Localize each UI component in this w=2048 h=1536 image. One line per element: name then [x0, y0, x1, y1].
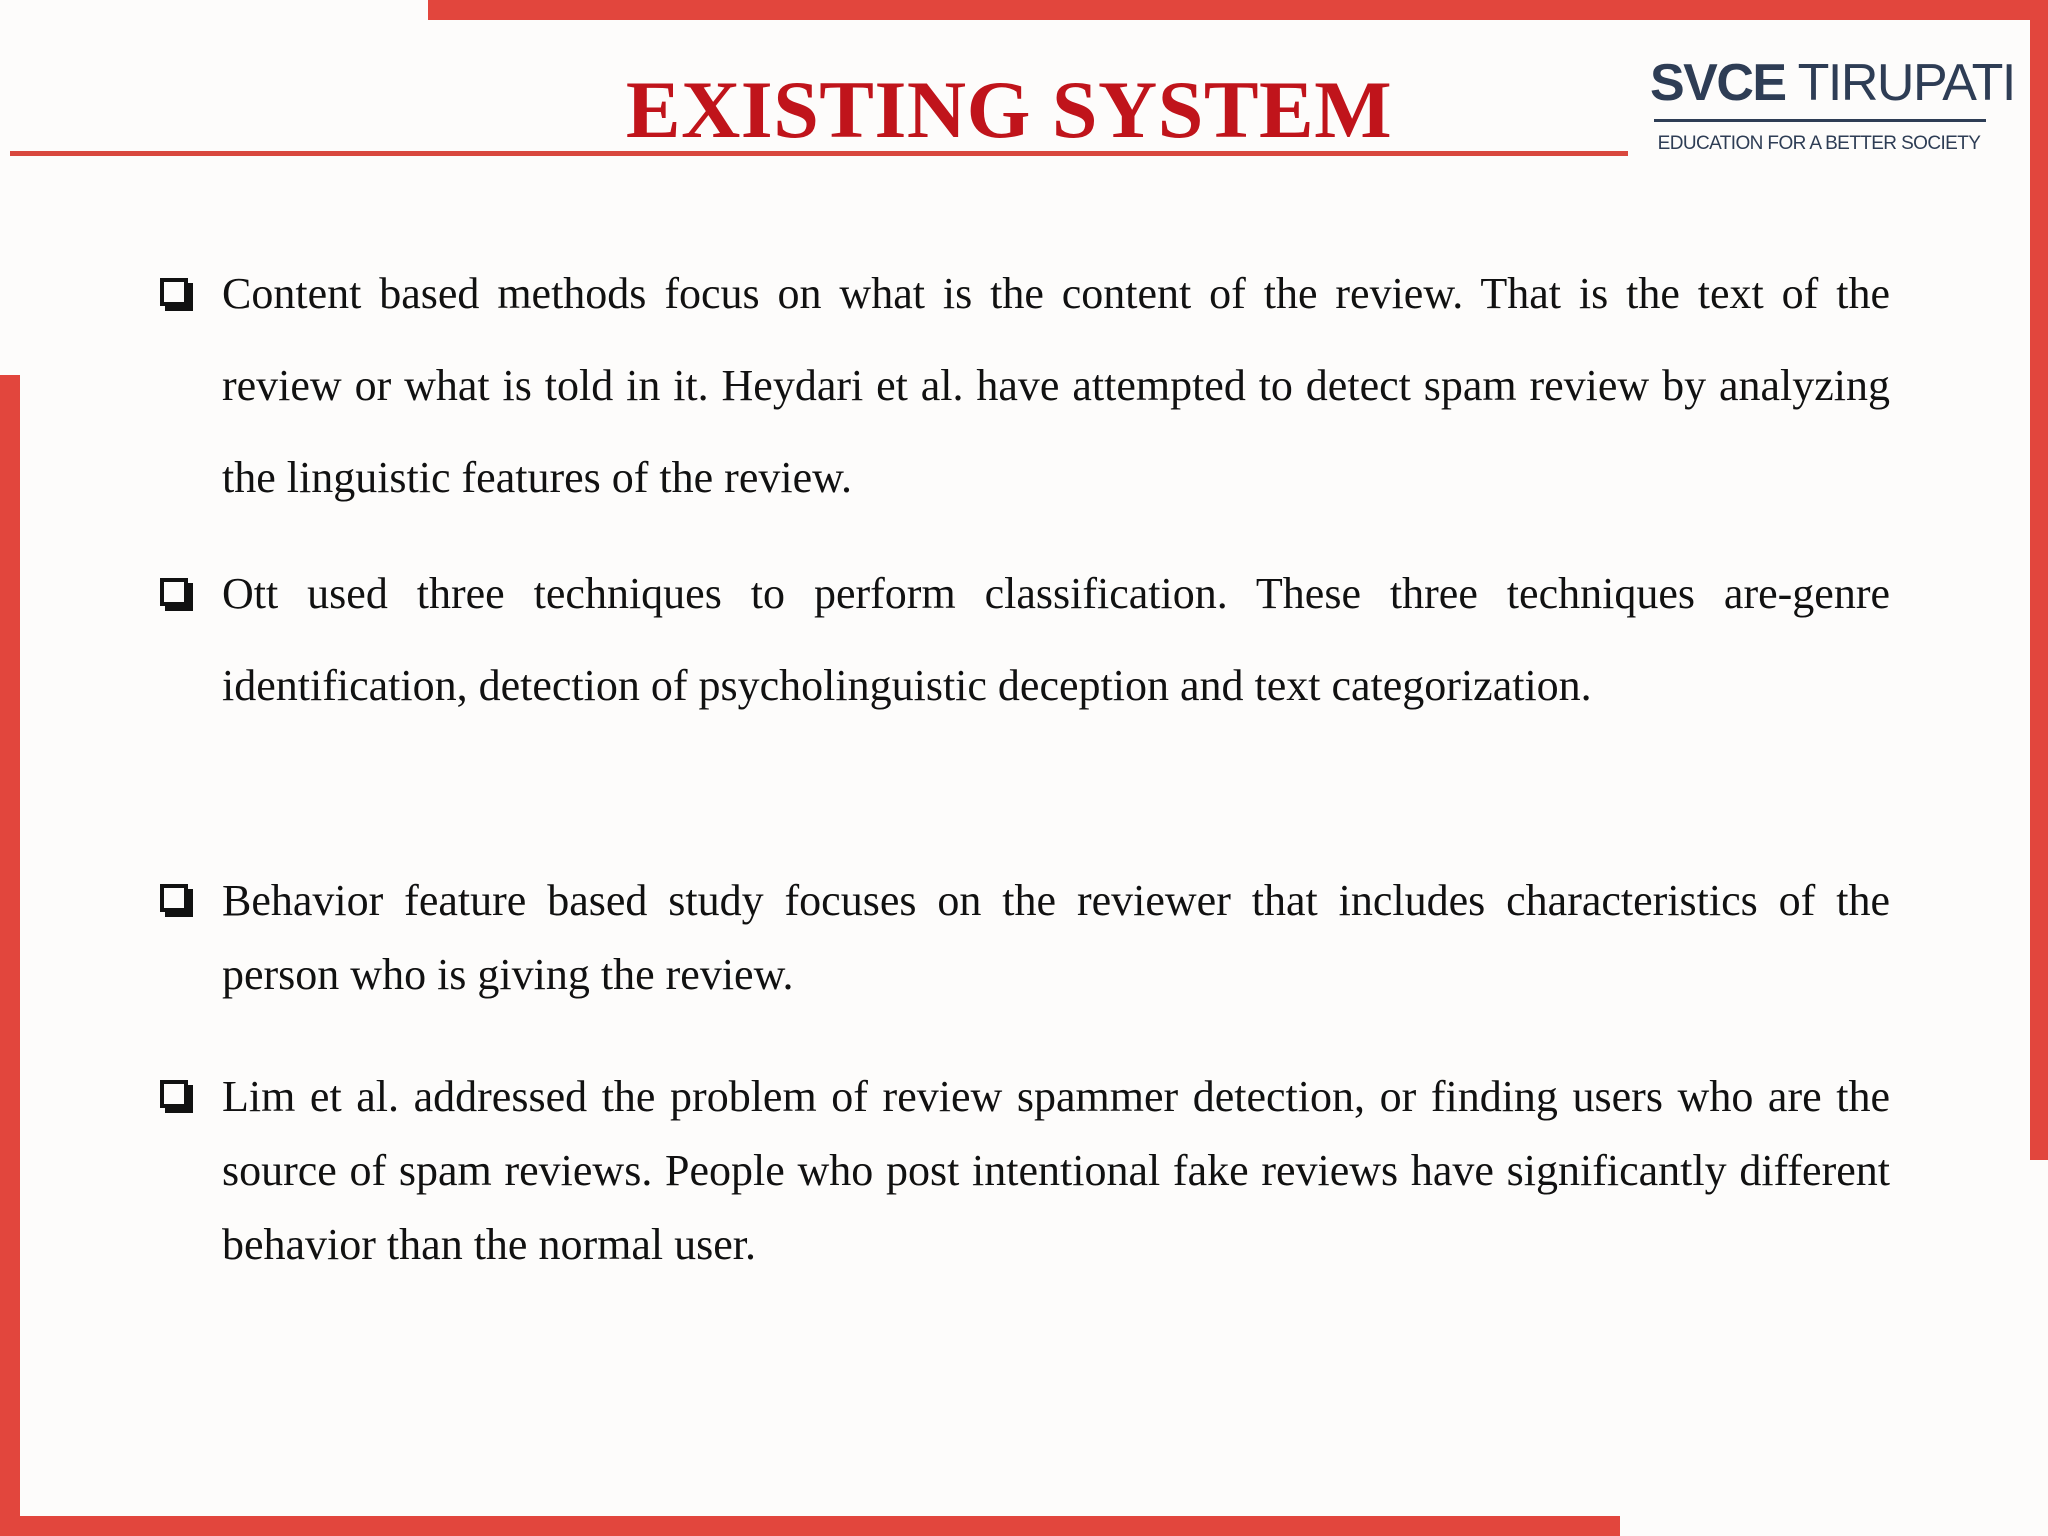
- bullet-item: [160, 248, 1890, 524]
- checkbox-bullet-icon: [160, 1080, 188, 1108]
- right-accent-bar: [2030, 0, 2048, 1160]
- bullet-item: [160, 1060, 1890, 1282]
- bullet-text: Content based methods focus on what is the content of the review. That is the text of the review or what is told in it. Heydari et al. have attempted to detect spam review by analyzing the linguistic features of the review.: [222, 269, 1890, 502]
- top-accent-bar: [428, 0, 2048, 20]
- checkbox-bullet-icon: [160, 578, 188, 606]
- logo-tagline: EDUCATION FOR A BETTER SOCIETY: [1657, 133, 1981, 154]
- bottom-accent-bar: [0, 1516, 1620, 1536]
- checkbox-bullet-icon: [160, 278, 188, 306]
- logo-divider: [1654, 119, 1986, 122]
- bullet-item: [160, 864, 1890, 1012]
- bullet-text: Behavior feature based study focuses on the reviewer that includes characteristics of the person who is giving the review.: [222, 876, 1890, 999]
- svce-tirupati-logo: [1650, 52, 2015, 162]
- left-accent-bar: [0, 375, 20, 1536]
- bullet-text: Lim et al. addressed the problem of review spammer detection, or finding users who are the source of spam reviews. People who post intentional fake reviews have significantly different behavior than the normal user.: [222, 1072, 1890, 1269]
- slide-title: EXISTING SYSTEM: [625, 64, 1393, 155]
- bullet-item: [160, 548, 1890, 824]
- logo-wordmark: [1650, 52, 2015, 114]
- logo-brand: SVCE: [1650, 54, 1786, 112]
- checkbox-bullet-icon: [160, 884, 188, 912]
- bullet-text: Ott used three techniques to perform classification. These three techniques are-genre identification, detection of psycholinguistic deception and text categorization.: [222, 569, 1890, 710]
- logo-place: TIRUPATI: [1797, 54, 2015, 112]
